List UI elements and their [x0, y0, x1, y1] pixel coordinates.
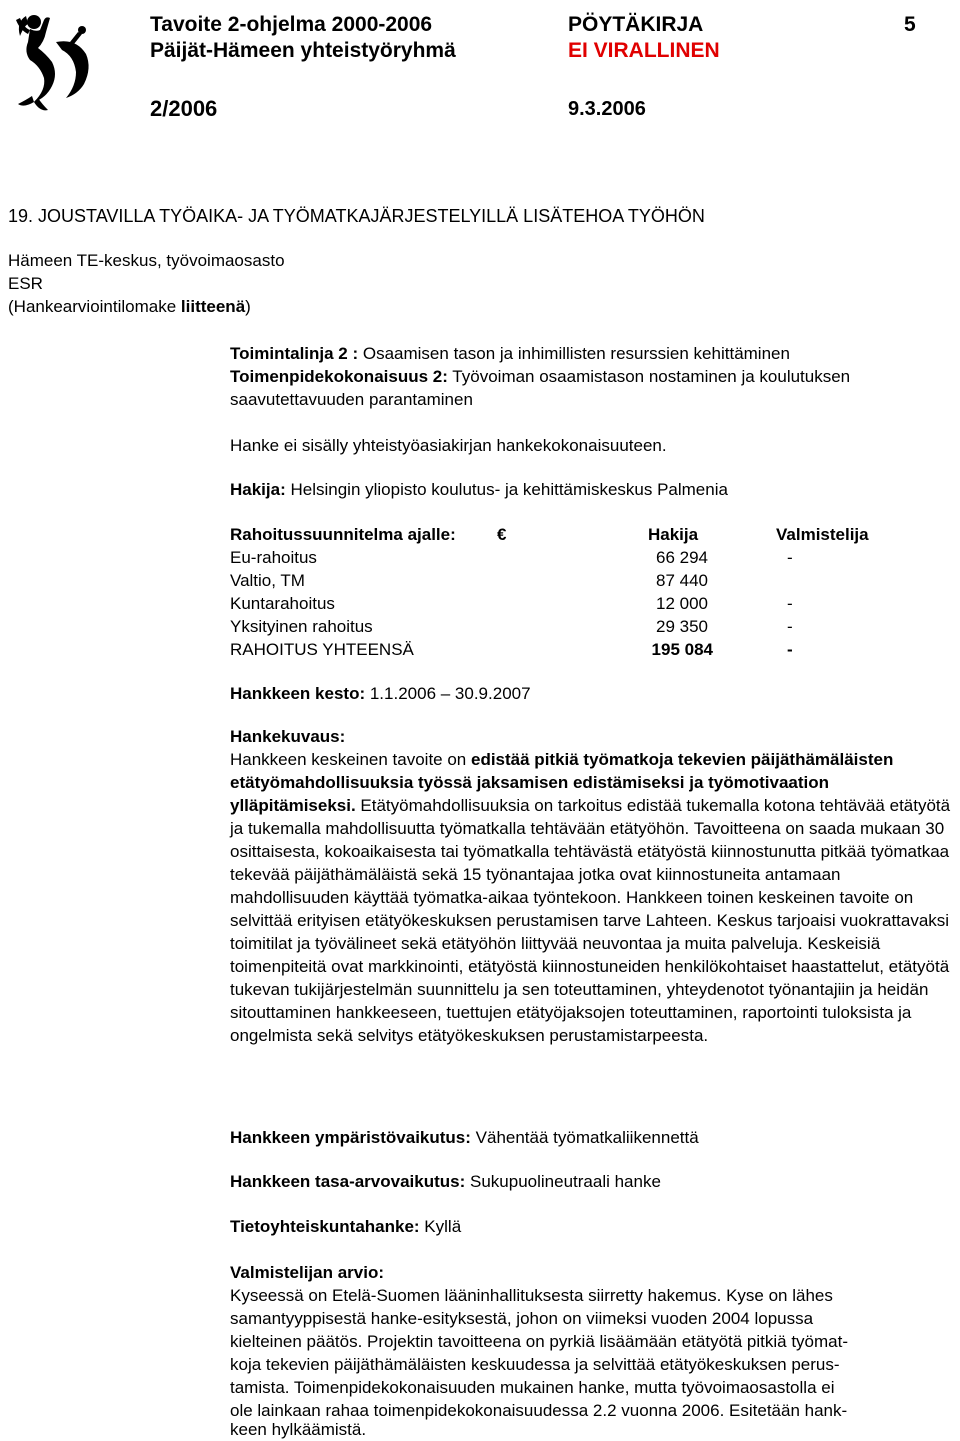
page-number: 5 — [904, 13, 916, 36]
environmental-impact — [230, 1126, 699, 1149]
assessment-line: kielteinen päätös. Projektin tavoitteena on pyrkiä lisäämään etätyötä pitkiä työmat- — [230, 1332, 849, 1351]
meeting-number: 2/2006 — [150, 96, 218, 121]
header-organization: Päijät-Hämeen yhteistyöryhmä — [150, 39, 456, 62]
total-label: RAHOITUS YHTEENSÄ — [230, 640, 414, 659]
eq-label: Hankkeen tasa-arvovaikutus: — [230, 1172, 466, 1191]
total-applicant-value: 195 084 — [651, 640, 713, 659]
applicant-text: Helsingin yliopisto koulutus- ja kehittämiskeskus Palmenia — [285, 480, 728, 499]
measure-entity-text: Työvoiman osaamistason nostaminen ja koulutuksen — [447, 367, 851, 386]
measure-line-1 — [230, 342, 790, 365]
mermaid-crest-icon — [6, 2, 102, 120]
eq-text: Sukupuolineutraali hanke — [465, 1172, 661, 1191]
row-applicant-value: 66 294 — [656, 548, 708, 567]
row-label: Yksityinen rahoitus — [230, 617, 373, 636]
applicant-label: Hakija: — [230, 480, 286, 499]
org-line: Hämeen TE-keskus, työvoimaosasto — [8, 251, 285, 270]
measure-entity-label: Toimenpidekokonaisuus 2: — [230, 367, 448, 386]
assessment-line: koja tekevien päijäthämäläisten keskuudessa ja selvittää etätyökeskuksen perus- — [230, 1355, 840, 1374]
row-label: Kuntarahoitus — [230, 594, 335, 613]
col-preparer-header: Valmistelija — [776, 525, 869, 544]
row-preparer-value: - — [787, 594, 793, 613]
measure-axis-label: Toimintalinja 2 : — [230, 344, 359, 363]
assessment-line: Kyseessä on Etelä-Suomen lääninhallituksesta siirretty hakemus. Kyse on lähes — [230, 1286, 833, 1305]
measure-line-2 — [230, 365, 850, 388]
col-applicant-header: Hakija — [648, 525, 699, 544]
measure-axis-text: Osaamisen tason ja inhimillisten resurssien kehittäminen — [358, 344, 790, 363]
applicant-line — [230, 478, 728, 501]
measure-note: Hanke ei sisälly yhteistyöasiakirjan hankekokonaisuuteen. — [230, 436, 667, 455]
header-program: Tavoite 2-ohjelma 2000-2006 — [150, 13, 433, 36]
financing-title: Rahoitussuunnitelma ajalle: — [230, 525, 456, 544]
row-label: Valtio, TM — [230, 571, 305, 590]
attachment-bold: liitteenä — [180, 297, 246, 316]
information-society — [230, 1215, 461, 1238]
attachment-prefix: (Hankearviointilomake — [8, 297, 181, 316]
assessment-line: samantyyppisestä hanke-esityksestä, johon on viimeksi vuoden 2004 lopussa — [230, 1309, 814, 1328]
info-label: Tietoyhteiskuntahanke: — [230, 1217, 420, 1236]
attachment-suffix: ) — [245, 297, 251, 316]
info-text: Kyllä — [419, 1217, 462, 1236]
duration-line — [230, 682, 531, 705]
row-preparer-value: - — [787, 617, 793, 636]
duration-label: Hankkeen kesto: — [230, 684, 366, 703]
attachment-line — [8, 295, 251, 318]
row-preparer-value: - — [787, 548, 793, 567]
duration-value: 1.1.2006 – 30.9.2007 — [365, 684, 531, 703]
section-heading: 19. JOUSTAVILLA TYÖAIKA- JA TYÖMATKAJÄRJESTELYILLÄ LISÄTEHOA TYÖHÖN — [8, 206, 705, 226]
fund-line: ESR — [8, 274, 43, 293]
env-text: Vähentää työmatkaliikennettä — [470, 1128, 699, 1147]
header-doc-type: PÖYTÄKIRJA — [568, 13, 704, 36]
row-label: Eu-rahoitus — [230, 548, 317, 567]
equality-impact — [230, 1170, 661, 1193]
description-body — [230, 748, 955, 1047]
row-applicant-value: 29 350 — [656, 617, 708, 636]
assessment-heading: Valmistelijan arvio: — [230, 1263, 385, 1282]
description-rest: Etätyömahdollisuuksia on tarkoitus edistää tukemalla kotona tehtävää etätyötä ja tukemalla mahdollisuutta työmatkalla tehtävään etätyöhön. Tavoitteena on saada mukaan 30 osittaisesta, kokoaikaisesta tai työmatkalla tehtävästä etätyöstä kiinnostunutta pitkää työmatkaa tekevää päijäthämäläistä sekä 15 työnantajaa jotka ovat kiinnostuneita antamaan mahdollisuuden käyttää työmatka-aikaa työntekoon. Hankkeen toinen keskeinen tavoite on selvittää erityisen etätyökeskuksen perustamisen tarve Lahteen. Keskus tarjoaisi vuokrattavaksi toimitilat ja työvälineet sekä etätyöhön liittyvää neuvontaa ja muita palveluja. Keskeisiä toimenpiteitä ovat markkinointi, etätyöstä kiinnostuneiden henkilökohtaiset haastattelut, etätyötä tukevan tukijärjestelmän suunnittelu ja sen toteuttaminen, yhteydenotot työnantajiin ja heidän sitouttaminen hankkeeseen, tuettujen etätyöjaksojen toteuttaminen, raportointi tuloksista ja ongelmista sekä selvitys etätyökeskuksen perustamistarpeesta. — [230, 796, 951, 1045]
assessment-line: ole lainkaan rahaa toimenpidekokonaisuudessa 2.2 vuonna 2006. Esitetään hank- — [230, 1401, 848, 1420]
assessment-line: keen hylkäämistä. — [230, 1420, 367, 1439]
meeting-date: 9.3.2006 — [568, 98, 646, 120]
row-applicant-value: 87 440 — [656, 571, 708, 590]
currency-symbol: € — [497, 525, 507, 544]
unofficial-label: EI VIRALLINEN — [568, 39, 720, 62]
env-label: Hankkeen ympäristövaikutus: — [230, 1128, 471, 1147]
description-intro: Hankkeen keskeinen tavoite on — [230, 750, 471, 769]
assessment-line: tamista. Toimenpidekokonaisuuden mukainen hanke, mutta työvoimaosastolla ei — [230, 1378, 835, 1397]
description-heading: Hankekuvaus: — [230, 727, 346, 746]
row-applicant-value: 12 000 — [656, 594, 708, 613]
measure-line-3: saavutettavuuden parantaminen — [230, 390, 473, 409]
total-preparer-value: - — [787, 640, 793, 659]
description-bold: edistää pitkiä työmatkoja tekevien päijäthämäläisten etätyömahdollisuuksia työssä jaksamisen edistämiseksi ja työmotivaation ylläpitämiseksi. — [230, 750, 894, 815]
